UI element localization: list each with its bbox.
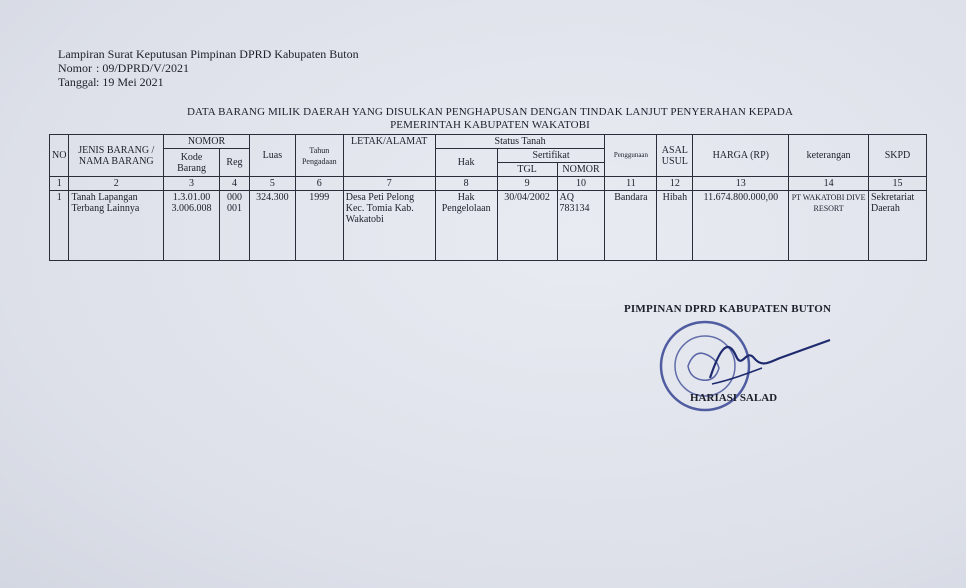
th-letak-alamat: LETAK/ALAMAT: [343, 135, 435, 177]
index-cell: 3: [164, 177, 220, 191]
cell-harga: 11.674.800.000,00: [693, 191, 789, 261]
index-cell: 14: [789, 177, 869, 191]
index-cell: 13: [693, 177, 789, 191]
header-row-1: [50, 135, 927, 149]
th-tahun-pengadaan: Tahun Pengadaan: [295, 135, 343, 177]
asset-table: [49, 134, 927, 261]
th-nomor: NOMOR: [164, 135, 250, 149]
index-cell: 10: [557, 177, 605, 191]
th-sertifikat: Sertifikat: [497, 149, 605, 163]
document-header: [58, 47, 359, 89]
th-tgl: TGL: [497, 163, 557, 177]
index-cell: 7: [343, 177, 435, 191]
th-reg: Reg: [220, 149, 250, 177]
th-jenis-barang: JENIS BARANG / NAMA BARANG: [69, 135, 164, 177]
index-cell: 2: [69, 177, 164, 191]
index-cell: 4: [220, 177, 250, 191]
document-title: [120, 106, 860, 132]
index-cell: 6: [295, 177, 343, 191]
th-no: NO: [50, 135, 69, 177]
cell-tahun: 1999: [295, 191, 343, 261]
th-keterangan: keterangan: [789, 135, 869, 177]
nomor-value: : 09/DPRD/V/2021: [96, 61, 190, 75]
title-line-1: DATA BARANG MILIK DAERAH YANG DISULKAN PENGHAPUSAN DENGAN TINDAK LANJUT PENYERAHAN KEPADA: [187, 106, 793, 118]
th-skpd: SKPD: [868, 135, 926, 177]
index-cell: 8: [435, 177, 497, 191]
cell-hak: Hak Pengelolaan: [435, 191, 497, 261]
th-luas: Luas: [249, 135, 295, 177]
th-status-tanah: Status Tanah: [435, 135, 605, 149]
th-harga: HARGA (RP): [693, 135, 789, 177]
tanggal-label: Tanggal: [58, 75, 97, 89]
index-cell: 5: [249, 177, 295, 191]
title-line-2: PEMERINTAH KABUPATEN WAKATOBI: [390, 119, 590, 131]
tanggal-value: : 19 Mei 2021: [96, 75, 164, 89]
table-row: [50, 191, 927, 261]
cell-letak-alamat: Desa Peti Pelong Kec. Tomia Kab. Wakatobi: [343, 191, 435, 261]
cell-luas: 324.300: [249, 191, 295, 261]
cell-reg: 000 001: [220, 191, 250, 261]
index-cell: 15: [868, 177, 926, 191]
th-kode-barang: Kode Barang: [164, 149, 220, 177]
th-nomor-sertifikat: NOMOR: [557, 163, 605, 177]
cell-penggunaan: Bandara: [605, 191, 657, 261]
cell-jenis-barang: Tanah Lapangan Terbang Lainnya: [69, 191, 164, 261]
index-cell: 9: [497, 177, 557, 191]
cell-keterangan: PT WAKATOBI DIVE RESORT: [789, 191, 869, 261]
signature-title: PIMPINAN DPRD KABUPATEN BUTON: [624, 303, 832, 315]
index-cell: 11: [605, 177, 657, 191]
nomor-label: Nomor: [58, 61, 92, 75]
cell-asal-usul: Hibah: [657, 191, 693, 261]
index-row: [50, 177, 927, 191]
th-asal-usul: ASAL USUL: [657, 135, 693, 177]
signatory-name: HARIASI SALAD: [690, 392, 778, 404]
th-penggunaan: Penggunaan: [605, 135, 657, 177]
cell-kode-barang: 1.3.01.00 3.006.008: [164, 191, 220, 261]
th-hak: Hak: [435, 149, 497, 177]
cell-no: 1: [50, 191, 69, 261]
cell-skpd: Sekretariat Daerah: [868, 191, 926, 261]
attachment-line: Lampiran Surat Keputusan Pimpinan DPRD Kabupaten Buton: [58, 47, 359, 61]
cell-nomor-sertifikat: AQ 783134: [557, 191, 605, 261]
index-cell: 12: [657, 177, 693, 191]
cell-tgl: 30/04/2002: [497, 191, 557, 261]
index-cell: 1: [50, 177, 69, 191]
